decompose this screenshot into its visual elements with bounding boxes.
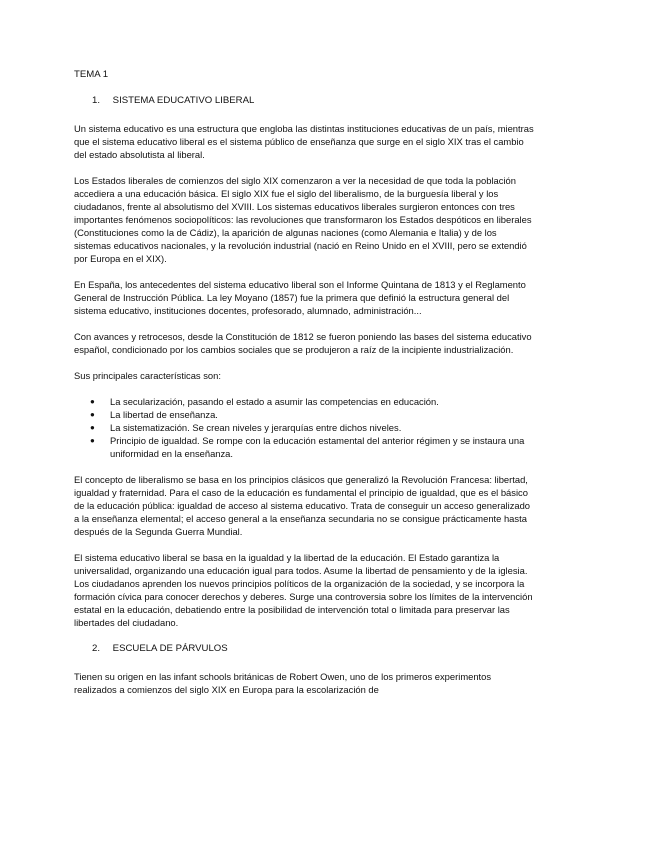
list-item xyxy=(74,421,534,434)
list-item-text: La secularización, pasando el estado a asumir las competencias en educación. xyxy=(110,396,439,407)
paragraph-constitution-1812: Con avances y retrocesos, desde la Constitución de 1812 se fueron poniendo las bases del sistema educativo español, condicionado por los cambios sociales que se produjeron a raíz de la incipiente industrialización. xyxy=(74,331,532,355)
characteristics-intro: Sus principales características son: xyxy=(74,370,221,381)
section-number: 1. xyxy=(92,95,101,106)
paragraph-spain-antecedents: En España, los antecedentes del sistema educativo liberal son el Informe Quintana de 1813 y el Reglamento General de Instrucción Pública. La ley Moyano (1857) fue la primera que definió la estructura general del sistema educativo, instituciones docentes, profesorado, alumnado, administración... xyxy=(74,279,526,316)
bullet-icon: ● xyxy=(90,436,95,445)
list-item-text: La libertad de enseñanza. xyxy=(110,409,218,420)
section-title: ESCUELA DE PÁRVULOS xyxy=(112,643,228,654)
paragraph-equality-freedom: El sistema educativo liberal se basa en la igualdad y la libertad de la educación. El Estado garantiza la universalidad, organizando una educación igual para todos. Asume la libertad de pensamiento y de la iglesia. Los ciudadanos aprenden los nuevos principios políticos de la organización de la sociedad, y se incorpora la formación cívica para conocer derechos y deberes. Surge una controversia sobre los límites de la intervención estatal en la educación, debatiendo entre la posibilidad de intervención total o limitada para preservar las libertades del ciudadano. xyxy=(74,552,533,628)
section-heading-escuela-de-parvulos xyxy=(92,642,534,655)
document-page xyxy=(74,68,534,709)
bullet-icon: ● xyxy=(90,410,95,419)
list-item-text: Principio de igualdad. Se rompe con la educación estamental del anterior régimen y se instaura una uniformidad en la enseñanza. xyxy=(110,435,525,459)
document-title: TEMA 1 xyxy=(74,69,109,80)
list-item xyxy=(74,434,534,460)
paragraph-liberal-states: Los Estados liberales de comienzos del siglo XIX comenzaron a ver la necesidad de que toda la población accediera a una educación básica. El siglo XIX fue el siglo del liberalismo, de la burguesía liberal y los ciudadanos, frente al absolutismo del XVIII. Los sistemas educativos liberales surgieron entonces con tres importantes fenómenos sociopolíticos: las revoluciones que transformaron los Estados despóticos en liberales (Constituciones como la de Cádiz), la aparición de algunas naciones (como Alemania e Italia) y de los sistemas educativos nacionales, y la revolución industrial (nació en Reino Unido en el XVIII, pero se extendió por Europa en el XIX). xyxy=(74,175,532,264)
bullet-icon: ● xyxy=(90,397,95,406)
section-title: SISTEMA EDUCATIVO LIBERAL xyxy=(112,95,255,106)
paragraph-infant-schools: Tienen su origen en las infant schools británicas de Robert Owen, uno de los primeros experimentos realizados a comienzos del siglo XIX en Europa para la escolarización de xyxy=(74,671,492,695)
paragraph-liberalism-concept: El concepto de liberalismo se basa en los principios clásicos que generalizó la Revolución Francesa: libertad, igualdad y fraternidad. Para el caso de la educación es fundamental el principio de igualdad, que es el básico de la educación pública: igualdad de acceso al sistema educativo. Trata de conseguir un acceso generalizado a la enseñanza elemental; el acceso general a la enseñanza secundaria no se consigue prácticamente hasta después de la Segunda Guerra Mundial. xyxy=(74,474,531,537)
section-heading-sistema-educativo-liberal xyxy=(92,94,534,107)
paragraph-definition: Un sistema educativo es una estructura que engloba las distintas instituciones educativas de un país, mientras que el sistema educativo liberal es el sistema público de enseñanza que surge en el siglo XIX tras el cambio del estado absolutista al liberal. xyxy=(74,123,534,160)
list-item xyxy=(74,408,534,421)
section-number: 2. xyxy=(92,643,101,654)
list-item xyxy=(74,395,534,408)
characteristics-list xyxy=(74,395,534,460)
list-item-text: La sistematización. Se crean niveles y jerarquías entre dichos niveles. xyxy=(110,422,402,433)
bullet-icon: ● xyxy=(90,423,95,432)
